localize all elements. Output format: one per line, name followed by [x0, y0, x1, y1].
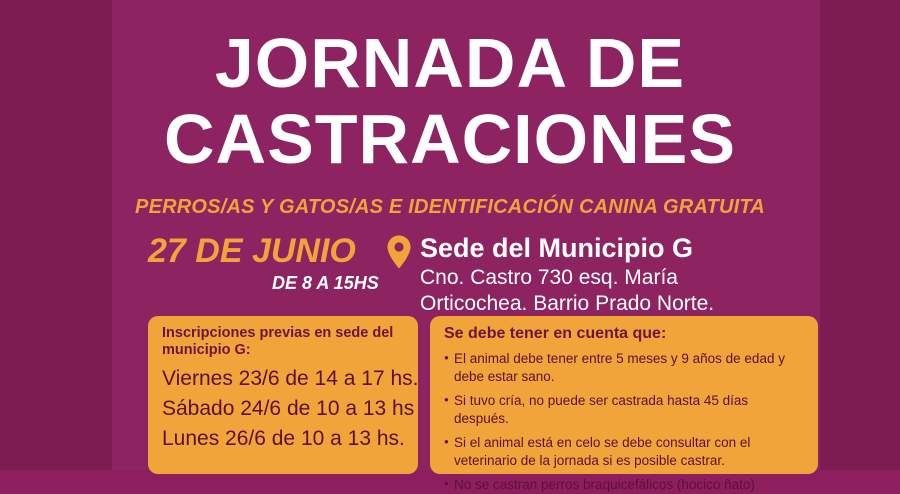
requirement-item: ● Si el animal está en celo se debe consultar con el veterinario de la jornada si es posible castrar.: [444, 434, 804, 469]
requirements-card: [430, 316, 818, 493]
venue-name: Sede del Municipio G: [420, 233, 694, 263]
event-hours: DE 8 A 15HS: [272, 273, 379, 293]
poster-title-line-1: JORNADA DE: [214, 24, 686, 102]
poster-title-line-2: CASTRACIONES: [163, 100, 737, 178]
venue-address-line-2: Orticochea. Barrio Prado Norte.: [420, 292, 715, 315]
event-date: 27 DE JUNIO: [148, 232, 356, 270]
registration-card: [148, 316, 418, 474]
requirement-item: ● No se castran perros braquicefálicos (hocico ñato): [444, 476, 804, 494]
registration-slot: Viernes 23/6 de 14 a 17 hs.: [162, 367, 419, 391]
registration-slot: Lunes 26/6 de 10 a 13 hs.: [162, 426, 405, 450]
registration-slot: Sábado 24/6 de 10 a 13 hs: [162, 397, 415, 421]
registration-card-heading: Inscripciones previas en sede del municipio G:: [162, 325, 394, 358]
poster-subtitle: PERROS/AS Y GATOS/AS E IDENTIFICACIÓN CANINA GRATUITA: [135, 196, 765, 218]
requirement-item: ● Si tuvo cría, no puede ser castrada hasta 45 días después.: [444, 392, 804, 427]
venue-address-line-1: Cno. Castro 730 esq. María: [420, 266, 678, 289]
requirement-item: ● El animal debe tener entre 5 meses y 9 años de edad y debe estar sano.: [444, 350, 804, 385]
date-and-location-row: [148, 232, 868, 315]
requirements-card-heading: Se debe tener en cuenta que:: [444, 325, 667, 342]
map-pin-icon: [386, 235, 412, 269]
